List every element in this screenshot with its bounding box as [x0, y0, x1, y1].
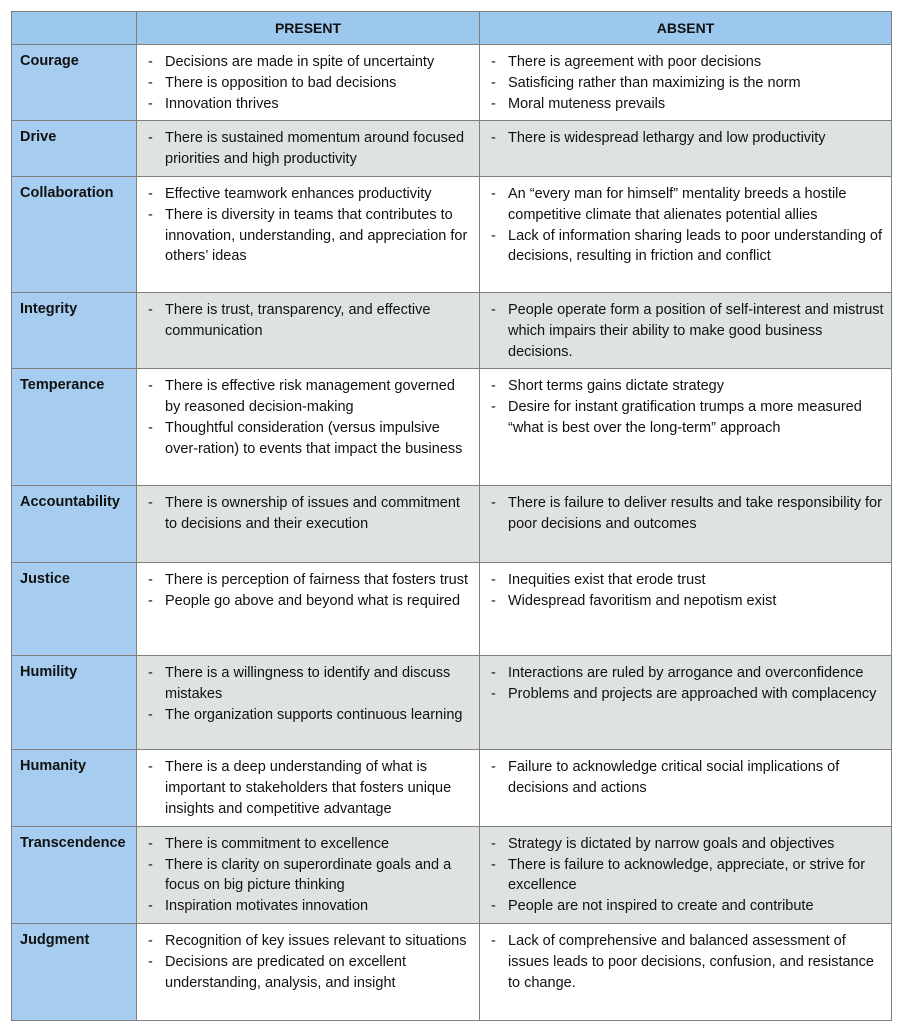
present-list [137, 493, 473, 535]
table-row [12, 292, 892, 368]
bullet-dash: - [148, 378, 153, 395]
list-item [137, 896, 473, 917]
present-list [137, 376, 473, 459]
bullet-dash: - [148, 206, 153, 223]
list-item-text: There is a willingness to identify and discuss mistakes [165, 665, 451, 703]
list-item [480, 663, 885, 684]
absent-cell [480, 486, 892, 563]
bullet-dash: - [148, 74, 153, 91]
list-item [137, 184, 473, 205]
list-item-text: There is commitment to excellence [165, 835, 390, 852]
list-item-text: There is failure to acknowledge, appreciate, or strive for excellence [508, 856, 866, 894]
present-list [137, 663, 473, 725]
bullet-dash: - [148, 130, 153, 147]
character-table-container [11, 11, 892, 1021]
list-item [137, 834, 473, 855]
list-item-text: People go above and beyond what is required [165, 593, 461, 610]
list-item [480, 757, 885, 799]
absent-list [480, 663, 885, 705]
absent-cell [480, 750, 892, 826]
bullet-dash: - [491, 835, 496, 852]
present-list [137, 184, 473, 267]
present-list [137, 570, 473, 612]
list-item [480, 226, 885, 268]
list-item [480, 94, 885, 115]
bullet-dash: - [148, 665, 153, 682]
list-item [480, 376, 885, 397]
bullet-dash: - [491, 399, 496, 416]
present-cell [137, 486, 480, 563]
absent-list [480, 300, 885, 362]
table-row [12, 923, 892, 1020]
bullet-dash: - [491, 301, 496, 318]
present-list [137, 300, 473, 342]
absent-list [480, 493, 885, 535]
list-item-text: Decisions are predicated on excellent understanding, analysis, and insight [165, 953, 406, 991]
absent-cell [480, 826, 892, 923]
list-item [137, 493, 473, 535]
list-item [137, 757, 473, 819]
present-list [137, 931, 473, 993]
bullet-dash: - [148, 185, 153, 202]
list-item-text: Strategy is dictated by narrow goals and objectives [508, 835, 835, 852]
bullet-dash: - [491, 130, 496, 147]
bullet-dash: - [148, 572, 153, 589]
bullet-dash: - [491, 932, 496, 949]
present-list [137, 52, 473, 114]
list-item-text: There is widespread lethargy and low productivity [508, 130, 826, 147]
list-item [480, 684, 885, 705]
present-cell [137, 750, 480, 826]
list-item-text: Inequities exist that erode trust [508, 572, 706, 589]
bullet-dash: - [148, 95, 153, 112]
list-item [137, 94, 473, 115]
absent-list [480, 931, 885, 993]
bullet-dash: - [491, 227, 496, 244]
list-item-text: Moral muteness prevails [508, 95, 666, 112]
bullet-dash: - [491, 686, 496, 703]
bullet-dash: - [491, 898, 496, 915]
absent-cell [480, 176, 892, 292]
list-item [480, 591, 885, 612]
list-item [137, 418, 473, 460]
bullet-dash: - [148, 54, 153, 70]
bullet-dash: - [491, 495, 496, 512]
list-item [480, 570, 885, 591]
row-label: Courage [12, 45, 137, 121]
list-item [137, 128, 473, 170]
list-item-text: There is diversity in teams that contributes to innovation, understanding, and appreciation for others’ ideas [165, 206, 468, 265]
absent-cell [480, 563, 892, 656]
list-item [480, 397, 885, 439]
bullet-dash: - [491, 856, 496, 873]
list-item-text: Effective teamwork enhances productivity [165, 185, 432, 202]
row-label: Justice [12, 563, 137, 656]
row-label: Collaboration [12, 176, 137, 292]
bullet-dash: - [148, 419, 153, 436]
absent-cell [480, 45, 892, 121]
absent-list [480, 757, 885, 799]
table-row [12, 369, 892, 486]
list-item [480, 128, 885, 149]
list-item-text: Problems and projects are approached with complacency [508, 686, 877, 703]
bullet-dash: - [148, 759, 153, 776]
present-cell [137, 826, 480, 923]
list-item-text: Recognition of key issues relevant to situations [165, 932, 467, 949]
list-item [137, 376, 473, 418]
list-item [480, 73, 885, 94]
bullet-dash: - [148, 898, 153, 915]
present-cell [137, 369, 480, 486]
list-item-text: People operate form a position of self-interest and mistrust which impairs their ability to make good business decisions. [508, 301, 884, 360]
present-cell [137, 121, 480, 177]
bullet-dash: - [148, 301, 153, 318]
row-label: Temperance [12, 369, 137, 486]
row-label: Humanity [12, 750, 137, 826]
list-item [480, 493, 885, 535]
present-cell [137, 563, 480, 656]
bullet-dash: - [148, 706, 153, 723]
row-label: Drive [12, 121, 137, 177]
bullet-dash: - [491, 54, 496, 70]
table-row [12, 121, 892, 177]
table-row [12, 45, 892, 121]
list-item [137, 570, 473, 591]
list-item-text: There is perception of fairness that fosters trust [165, 572, 469, 589]
list-item [480, 52, 885, 73]
list-item-text: Satisficing rather than maximizing is the norm [508, 74, 801, 91]
list-item-text: Innovation thrives [165, 95, 279, 112]
bullet-dash: - [491, 95, 496, 112]
list-item-text: There is trust, transparency, and effective communication [165, 301, 431, 339]
absent-cell [480, 656, 892, 750]
list-item [480, 931, 885, 993]
absent-cell [480, 121, 892, 177]
absent-list [480, 128, 885, 149]
table-row [12, 750, 892, 826]
row-label: Judgment [12, 923, 137, 1020]
bullet-dash: - [148, 593, 153, 610]
present-cell [137, 923, 480, 1020]
row-label: Accountability [12, 486, 137, 563]
list-item-text: People are not inspired to create and contribute [508, 898, 814, 915]
absent-list [480, 834, 885, 917]
list-item [480, 855, 885, 897]
present-list [137, 757, 473, 819]
table-row [12, 656, 892, 750]
list-item-text: Interactions are ruled by arrogance and overconfidence [508, 665, 864, 682]
absent-list [480, 570, 885, 612]
present-list [137, 834, 473, 917]
bullet-dash: - [491, 185, 496, 202]
list-item [480, 896, 885, 917]
character-dimensions-table [11, 11, 892, 1021]
list-item-text: There is ownership of issues and commitment to decisions and their execution [165, 495, 460, 533]
header-blank [12, 12, 137, 45]
list-item-text: Inspiration motivates innovation [165, 898, 369, 915]
present-list [137, 128, 473, 170]
present-cell [137, 656, 480, 750]
list-item-text: There is opposition to bad decisions [165, 74, 397, 91]
list-item [480, 300, 885, 362]
list-item [137, 705, 473, 726]
bullet-dash: - [148, 495, 153, 512]
list-item [480, 834, 885, 855]
list-item-text: There is agreement with poor decisions [508, 54, 762, 70]
list-item-text: There is clarity on superordinate goals and a focus on big picture thinking [165, 856, 452, 894]
table-row [12, 563, 892, 656]
list-item [480, 184, 885, 226]
list-item [137, 952, 473, 994]
list-item-text: The organization supports continuous learning [165, 706, 463, 723]
list-item-text: There is effective risk management governed by reasoned decision-making [165, 378, 455, 416]
absent-cell [480, 369, 892, 486]
header-absent: ABSENT [480, 12, 892, 45]
bullet-dash: - [491, 665, 496, 682]
list-item [137, 663, 473, 705]
table-row [12, 486, 892, 563]
absent-list [480, 184, 885, 267]
list-item-text: There is a deep understanding of what is important to stakeholders that fosters unique insights and competitive advantage [165, 759, 452, 817]
table-body [12, 45, 892, 1021]
list-item-text: Desire for instant gratification trumps a more measured “what is best over the long-term” approach [508, 399, 862, 436]
present-cell [137, 176, 480, 292]
list-item-text: Lack of information sharing leads to poor understanding of decisions, resulting in friction and conflict [508, 227, 883, 265]
row-label: Integrity [12, 292, 137, 368]
list-item-text: An “every man for himself” mentality breeds a hostile competitive climate that alienates potential allies [508, 185, 847, 223]
bullet-dash: - [148, 932, 153, 949]
list-item-text: Decisions are made in spite of uncertainty [165, 54, 435, 70]
row-label: Humility [12, 656, 137, 750]
list-item [137, 591, 473, 612]
bullet-dash: - [491, 593, 496, 610]
list-item [137, 931, 473, 952]
list-item [137, 52, 473, 73]
bullet-dash: - [491, 74, 496, 91]
bullet-dash: - [491, 572, 496, 589]
bullet-dash: - [491, 378, 496, 395]
list-item [137, 300, 473, 342]
table-row [12, 176, 892, 292]
table-row [12, 826, 892, 923]
list-item-text: Short terms gains dictate strategy [508, 378, 724, 395]
absent-list [480, 376, 885, 438]
list-item-text: Widespread favoritism and nepotism exist [508, 593, 777, 610]
row-label: Transcendence [12, 826, 137, 923]
list-item-text: There is sustained momentum around focused priorities and high productivity [165, 130, 465, 168]
header-present: PRESENT [137, 12, 480, 45]
bullet-dash: - [491, 759, 496, 776]
header-row [12, 12, 892, 45]
bullet-dash: - [148, 835, 153, 852]
absent-cell [480, 292, 892, 368]
absent-cell [480, 923, 892, 1020]
absent-list [480, 52, 885, 114]
bullet-dash: - [148, 856, 153, 873]
present-cell [137, 292, 480, 368]
list-item-text: Lack of comprehensive and balanced assessment of issues leads to poor decisions, confusion, and resistance to change. [508, 932, 874, 991]
present-cell [137, 45, 480, 121]
list-item [137, 205, 473, 267]
list-item [137, 73, 473, 94]
list-item-text: There is failure to deliver results and take responsibility for poor decisions and outcomes [508, 495, 882, 533]
list-item [137, 855, 473, 897]
list-item-text: Failure to acknowledge critical social implications of decisions and actions [508, 759, 840, 797]
list-item-text: Thoughtful consideration (versus impulsive over-ration) to events that impact the business [165, 419, 463, 457]
bullet-dash: - [148, 953, 153, 970]
